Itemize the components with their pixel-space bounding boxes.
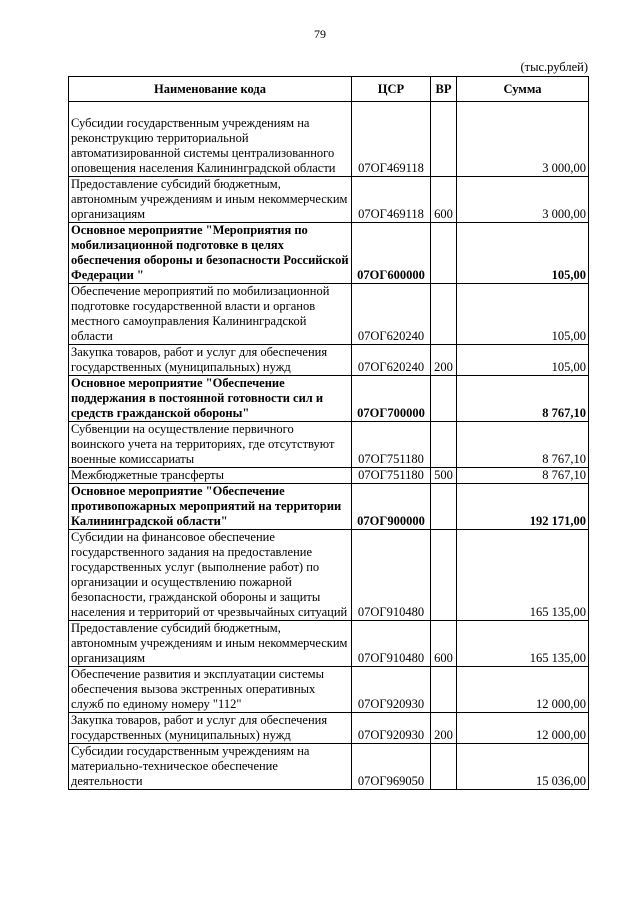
cell-sum: 12 000,00 — [457, 667, 589, 713]
cell-name: Субсидии государственным учреждениям на материально-техническое обеспечение деятельности — [69, 744, 352, 790]
cell-name: Обеспечение развития и эксплуатации системы обеспечения вызова экстренных оперативных служб по единому номеру "112" — [69, 667, 352, 713]
cell-code: 07ОГ620240 — [352, 345, 431, 376]
table-row — [69, 376, 589, 422]
cell-sum: 165 135,00 — [457, 530, 589, 621]
cell-sum: 8 767,10 — [457, 376, 589, 422]
budget-table — [68, 76, 589, 790]
cell-code: 07ОГ910480 — [352, 530, 431, 621]
spacer-row — [69, 102, 589, 117]
table-body — [69, 102, 589, 790]
cell-code: 07ОГ469118 — [352, 116, 431, 177]
cell-name: Субсидии на финансовое обеспечение государственного задания на предоставление государственных услуг (выполнение работ) по организации и осуществлению пожарной безопасности, гражданской обороны и защиты населения и территорий от чрезвычайных ситуаций — [69, 530, 352, 621]
cell-code: 07ОГ910480 — [352, 621, 431, 667]
cell-code: 07ОГ920930 — [352, 667, 431, 713]
header-code: ЦСР — [352, 77, 431, 102]
cell-sum: 3 000,00 — [457, 177, 589, 223]
cell-sum: 192 171,00 — [457, 484, 589, 530]
cell-name: Основное мероприятие "Обеспечение поддержания в постоянной готовности сил и средств гражданской обороны" — [69, 376, 352, 422]
table-row — [69, 468, 589, 484]
cell-sum: 165 135,00 — [457, 621, 589, 667]
cell-vr — [431, 667, 457, 713]
table-row — [69, 116, 589, 177]
cell-vr — [431, 422, 457, 468]
cell-name: Субвенции на осуществление первичного воинского учета на территориях, где отсутствуют военные комиссариаты — [69, 422, 352, 468]
cell-vr: 200 — [431, 345, 457, 376]
cell-name: Предоставление субсидий бюджетным, автономным учреждениям и иным некоммерческим организациям — [69, 621, 352, 667]
table-row — [69, 484, 589, 530]
cell-name: Закупка товаров, работ и услуг для обеспечения государственных (муниципальных) нужд — [69, 345, 352, 376]
cell-name: Основное мероприятие "Мероприятия по мобилизационной подготовке в целях обеспечения обороны и безопасности Российской Федерации " — [69, 223, 352, 284]
table-header-row — [69, 77, 589, 102]
table-row — [69, 621, 589, 667]
cell-vr — [431, 484, 457, 530]
cell-code: 07ОГ920930 — [352, 713, 431, 744]
cell-vr: 600 — [431, 177, 457, 223]
cell-sum: 8 767,10 — [457, 422, 589, 468]
cell-name: Субсидии государственным учреждениям на реконструкцию территориальной автоматизированной системы централизованного оповещения населения Калининградской области — [69, 116, 352, 177]
cell-code: 07ОГ700000 — [352, 376, 431, 422]
cell-vr: 600 — [431, 621, 457, 667]
cell-vr — [431, 530, 457, 621]
cell-vr — [431, 223, 457, 284]
cell-vr — [431, 744, 457, 790]
cell-code: 07ОГ969050 — [352, 744, 431, 790]
table-row — [69, 345, 589, 376]
cell-name: Предоставление субсидий бюджетным, автономным учреждениям и иным некоммерческим организациям — [69, 177, 352, 223]
cell-vr — [431, 116, 457, 177]
header-vr: ВР — [431, 77, 457, 102]
table-row — [69, 744, 589, 790]
cell-vr: 500 — [431, 468, 457, 484]
units-label: (тыс.рублей) — [520, 60, 588, 74]
cell-code: 07ОГ751180 — [352, 468, 431, 484]
table-row — [69, 284, 589, 345]
cell-name: Обеспечение мероприятий по мобилизационной подготовке государственной власти и органов местного самоуправления Калининградской области — [69, 284, 352, 345]
cell-code: 07ОГ751180 — [352, 422, 431, 468]
cell-code: 07ОГ900000 — [352, 484, 431, 530]
cell-name: Межбюджетные трансферты — [69, 468, 352, 484]
header-sum: Сумма — [457, 77, 589, 102]
cell-sum: 105,00 — [457, 223, 589, 284]
cell-vr: 200 — [431, 713, 457, 744]
cell-sum: 105,00 — [457, 284, 589, 345]
cell-name: Основное мероприятие "Обеспечение противопожарных мероприятий на территории Калининградской области" — [69, 484, 352, 530]
table-row — [69, 223, 589, 284]
cell-sum: 8 767,10 — [457, 468, 589, 484]
cell-sum: 12 000,00 — [457, 713, 589, 744]
table-row — [69, 713, 589, 744]
cell-code: 07ОГ600000 — [352, 223, 431, 284]
cell-name: Закупка товаров, работ и услуг для обеспечения государственных (муниципальных) нужд — [69, 713, 352, 744]
table-row — [69, 177, 589, 223]
cell-sum: 15 036,00 — [457, 744, 589, 790]
cell-code: 07ОГ469118 — [352, 177, 431, 223]
cell-code: 07ОГ620240 — [352, 284, 431, 345]
page-number: 79 — [314, 27, 326, 41]
cell-vr — [431, 284, 457, 345]
header-name: Наименование кода — [69, 77, 352, 102]
table-row — [69, 422, 589, 468]
table-row — [69, 667, 589, 713]
cell-sum: 3 000,00 — [457, 116, 589, 177]
cell-sum: 105,00 — [457, 345, 589, 376]
table-row — [69, 530, 589, 621]
cell-vr — [431, 376, 457, 422]
